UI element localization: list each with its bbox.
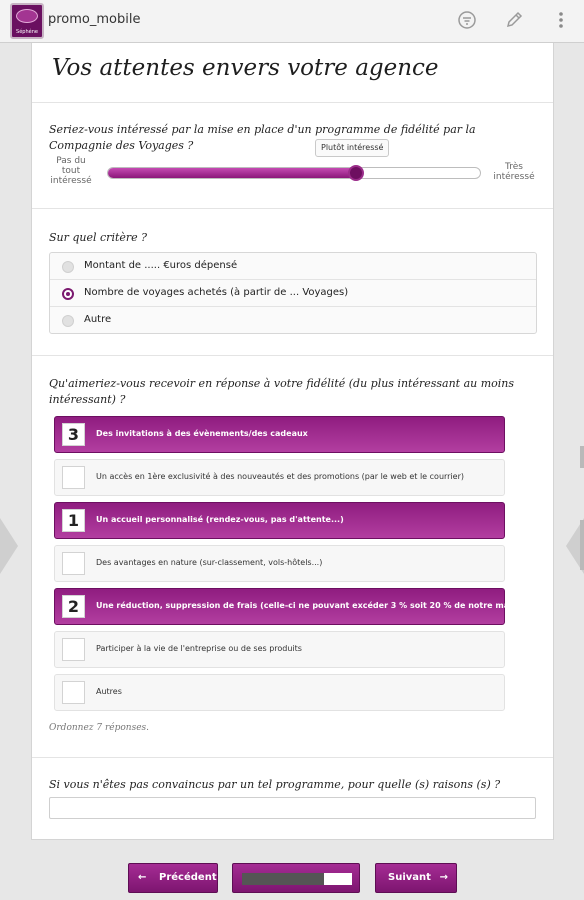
app-bar (0, 0, 584, 43)
ranking-item[interactable] (54, 631, 505, 668)
radio-label: Montant de ..... €uros dépensé (84, 260, 238, 271)
question-criterion: Sur quel critère ? (49, 231, 148, 244)
divider (32, 757, 553, 758)
page-title: Vos attentes envers votre agence (52, 55, 439, 81)
progress-fill (324, 873, 352, 885)
overflow-menu-icon[interactable] (550, 10, 572, 32)
slider-fill (108, 168, 357, 178)
rank-number: 1 (62, 509, 85, 532)
arrow-right-icon: → (439, 872, 448, 883)
slider-min-label: Pas du tout intéressé (50, 156, 92, 186)
edge-marker (580, 446, 584, 468)
rank-number (62, 552, 85, 575)
ranking-item[interactable] (54, 674, 505, 711)
edge-marker (580, 520, 584, 570)
previous-page-arrow-icon[interactable] (0, 518, 18, 574)
rank-number (62, 466, 85, 489)
logo-mark (16, 9, 38, 23)
logo-text: Séphéne (16, 29, 38, 35)
radio-label: Autre (84, 314, 112, 325)
question-rewards-ranking: Qu'aimeriez-vous recevoir en réponse à votre fidélité (du plus intéressant au moins intéressant) ? (49, 377, 515, 406)
radio-button[interactable] (62, 261, 74, 273)
radio-option[interactable] (50, 280, 536, 307)
interest-slider[interactable] (107, 167, 481, 179)
survey-card (31, 43, 554, 840)
slider-max-label: Très intéressé (493, 162, 535, 182)
divider (32, 208, 553, 209)
ranking-hint: Ordonnez 7 réponses. (49, 723, 149, 733)
progress-bar (232, 863, 360, 893)
ranking-item[interactable] (54, 416, 505, 453)
divider (32, 102, 553, 103)
question-reasons: Si vous n'êtes pas convaincus par un tel programme, pour quelle (s) raisons (s) ? (49, 778, 501, 791)
radio-option[interactable] (50, 307, 536, 334)
divider (32, 355, 553, 356)
app-title: promo_mobile (48, 12, 141, 27)
rank-number: 2 (62, 595, 85, 618)
progress-track (242, 873, 352, 885)
previous-label: Précédent (159, 872, 217, 883)
slider-value-tooltip: Plutôt intéressé (315, 139, 389, 157)
arrow-left-icon: ← (138, 872, 147, 883)
ranking-item[interactable] (54, 588, 528, 625)
radio-label: Nombre de voyages achetés (à partir de ... Voyages) (84, 287, 349, 298)
ranking-item[interactable] (54, 502, 505, 539)
filter-icon[interactable] (456, 10, 478, 32)
ranking-label: Autres (96, 687, 122, 696)
rank-number: 3 (62, 423, 85, 446)
radio-option[interactable] (50, 253, 536, 280)
criterion-radio-group (49, 252, 537, 334)
previous-button[interactable] (128, 863, 218, 893)
ranking-label: Des avantages en nature (sur-classement, vols-hôtels...) (96, 558, 323, 567)
ranking-item[interactable] (54, 545, 505, 582)
ranking-item[interactable] (54, 459, 505, 496)
rank-number (62, 638, 85, 661)
question-loyalty-interest: Seriez-vous intéressé par la mise en place d'un programme de fidélité par la Compagnie des Voyages ? (49, 123, 476, 152)
radio-button-selected[interactable] (62, 288, 74, 300)
ranking-label: Des invitations à des évènements/des cadeaux (96, 429, 308, 438)
pencil-icon[interactable] (503, 10, 525, 32)
next-label: Suivant (388, 872, 431, 883)
slider-thumb[interactable] (348, 165, 364, 181)
reasons-input[interactable] (49, 797, 536, 819)
rank-number (62, 681, 85, 704)
ranking-label: Un accès en 1ère exclusivité à des nouveautés et des promotions (par le web et le courrier) (96, 472, 465, 481)
app-logo (10, 3, 44, 39)
ranking-label: Participer à la vie de l'entreprise ou de ses produits (96, 644, 302, 653)
ranking-label: Un accueil personnalisé (rendez-vous, pas d'attente...) (96, 515, 344, 524)
ranking-label: Une réduction, suppression de frais (celle-ci ne pouvant excéder 3 % soit 20 % de notre marge) (96, 601, 528, 610)
radio-button[interactable] (62, 315, 74, 327)
next-button[interactable] (375, 863, 457, 893)
